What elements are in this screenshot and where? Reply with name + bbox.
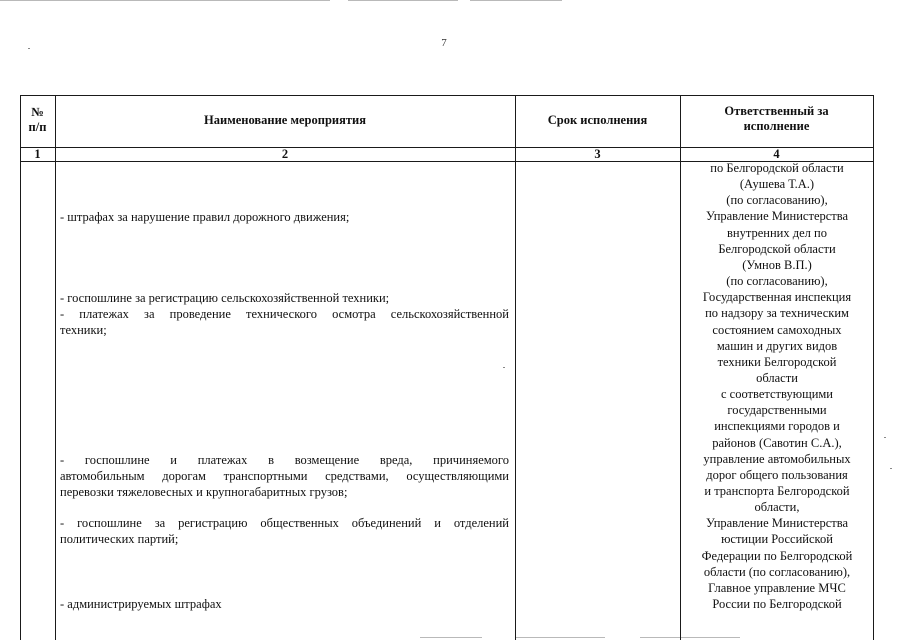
scan-artifact-bottom-1	[420, 637, 482, 638]
responsible-line: (по согласованию),	[726, 274, 828, 289]
responsible-line: состоянием самоходных	[712, 322, 842, 337]
header-responsible-line1: Ответственный за	[724, 104, 829, 118]
responsible-line: области	[756, 370, 798, 385]
table-border-left	[20, 95, 21, 640]
header-responsible	[680, 104, 873, 134]
scan-artifact-top-right	[470, 0, 562, 1]
measure-line: - штрафах за нарушение правил дорожного движения;	[60, 210, 350, 224]
measure-line: - госпошлине за регистрацию общественных объединений и отделений	[60, 516, 509, 530]
responsible-line: Управление Министерства	[705, 209, 849, 224]
measure-line: автомобильным дорогам транспортными средствами, осуществляющими	[60, 469, 509, 483]
column-number-1: 1	[34, 147, 41, 161]
page-number: 7	[441, 37, 447, 49]
deadline-cell	[516, 162, 680, 640]
responsible-line: (Умнов В.П.)	[742, 257, 812, 272]
scan-speck	[28, 48, 30, 49]
header-num-symbol: №	[31, 105, 44, 119]
responsible-line: юстиции Российской	[721, 532, 833, 547]
header-responsible-line2: исполнение	[743, 119, 810, 133]
responsible-line: (по согласованию),	[726, 193, 828, 208]
responsible-line: с соответствующими	[721, 387, 833, 402]
responsible-line: Государственная инспекция	[702, 290, 852, 305]
responsible-line: Федерации по Белгородской	[701, 548, 853, 563]
responsible-line: внутренних дел по	[727, 225, 827, 240]
measure-line: перевозки тяжеловесных и крупногабаритных грузов;	[60, 485, 348, 499]
responsible-line: России по Белгородской	[712, 597, 842, 612]
table-border-top	[20, 95, 874, 96]
column-divider-1	[55, 95, 56, 640]
responsible-line: Управление Министерства	[705, 516, 849, 531]
responsible-line: машин и других видов	[716, 338, 838, 353]
column-number-2: 2	[281, 147, 289, 161]
responsible-line: и транспорта Белгородской	[704, 484, 850, 498]
responsible-line: области (по согласованию),	[703, 564, 851, 579]
header-num	[20, 105, 55, 135]
responsible-line: управление автомобильных	[703, 451, 851, 466]
responsible-line: (Аушева Т.А.)	[739, 177, 815, 192]
responsible-line: Белгородской области	[718, 241, 836, 256]
responsible-line: техники Белгородской	[717, 354, 837, 369]
scan-speck	[890, 468, 892, 469]
responsible-line: дорог общего пользования	[706, 467, 848, 482]
responsible-line: области,	[754, 500, 800, 515]
responsible-line: Главное управление МЧС	[708, 580, 846, 595]
scan-speck	[884, 437, 886, 438]
measure-line: - госпошлине и платежах в возмещение вреда, причиняемого	[60, 453, 509, 467]
header-name: Наименование мероприятия	[204, 113, 366, 127]
measure-line: - госпошлине за регистрацию сельскохозяйственной техники;	[60, 291, 390, 305]
measure-line: техники;	[60, 323, 107, 337]
header-num-label: п/п	[28, 120, 47, 134]
measure-line: политических партий;	[60, 532, 179, 546]
header-deadline: Срок исполнения	[547, 113, 648, 127]
measure-line: - платежах за проведение технического осмотра сельскохозяйственной	[60, 307, 509, 321]
responsible-line: государственными	[727, 403, 827, 418]
scan-speck	[503, 367, 505, 368]
scan-artifact-top-left	[0, 0, 330, 1]
responsible-line: районов (Савотин С.А.),	[712, 435, 842, 450]
responsible-line: по надзору за техническим	[705, 306, 849, 321]
table-border-right	[873, 95, 874, 640]
measure-line: - администрируемых штрафах	[60, 597, 222, 611]
column-number-4: 4	[773, 147, 780, 161]
column-number-3: 3	[594, 147, 601, 161]
responsible-line: по Белгородской области	[710, 161, 844, 175]
responsible-line: инспекциями городов и	[714, 419, 840, 434]
scan-artifact-top-mid	[348, 0, 458, 1]
